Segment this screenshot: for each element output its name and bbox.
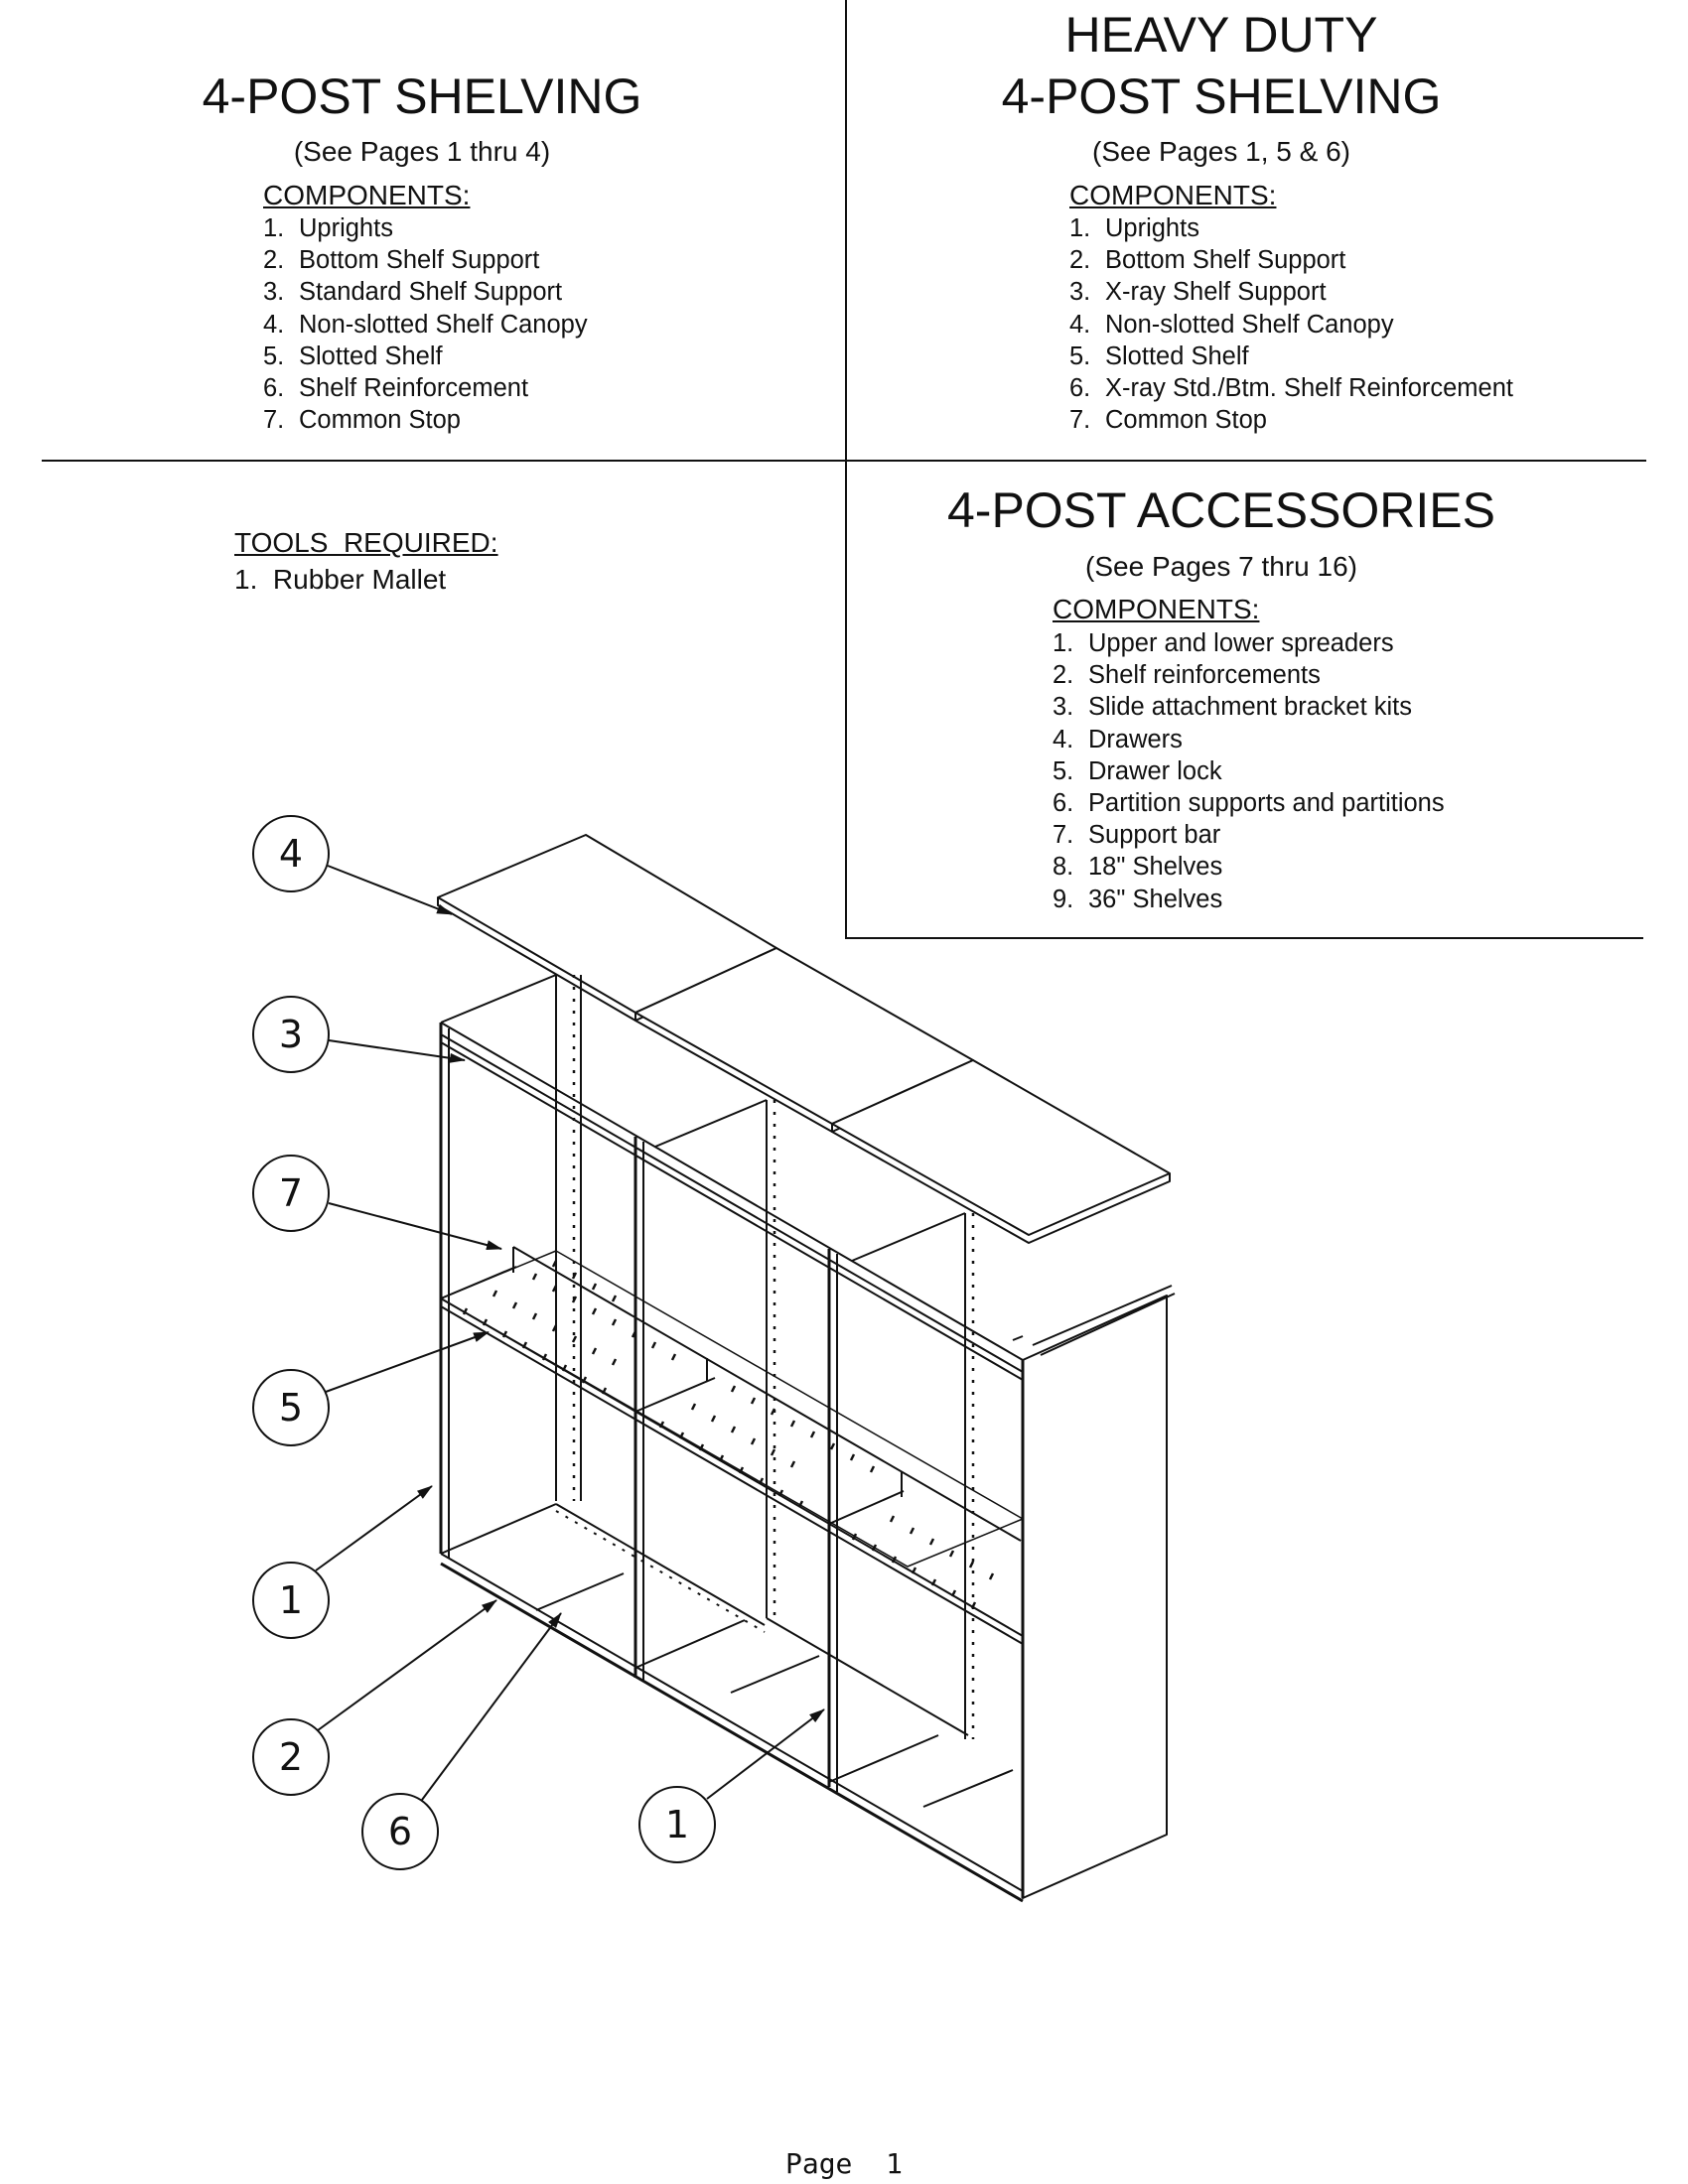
list-item: 1. Upper and lower spreaders (1053, 629, 1394, 657)
accessories-pages-ref: (See Pages 7 thru 16) (1085, 551, 1357, 582)
list-item: 5. Slotted Shelf (263, 341, 443, 370)
canopy-panels (438, 835, 1170, 1243)
tools-required-label: TOOLS REQUIRED: (234, 527, 498, 558)
bottom-rails (441, 1504, 1023, 1901)
heavy-duty-components-label: COMPONENTS: (1069, 180, 1277, 210)
list-item: 4. Drawers (1053, 725, 1183, 753)
list-item: 2. Bottom Shelf Support (263, 246, 540, 275)
list-item: 1. Uprights (1069, 214, 1199, 242)
callout-3-label: 3 (278, 1013, 304, 1056)
callout-6 (362, 1613, 561, 1869)
callout-1 (253, 1486, 432, 1638)
callout-2-label: 2 (278, 1735, 304, 1779)
callout-1-label: 1 (278, 1578, 304, 1622)
end-panel (1023, 1286, 1175, 1898)
list-item: 4. Non-slotted Shelf Canopy (263, 310, 588, 339)
list-item: 6. Partition supports and partitions (1053, 789, 1445, 818)
callout-3 (253, 997, 465, 1072)
four-post-pages-ref: (See Pages 1 thru 4) (293, 136, 551, 167)
list-item: 6. X-ray Std./Btm. Shelf Reinforcement (1069, 374, 1513, 403)
heavy-duty-pages-ref: (See Pages 1, 5 & 6) (1092, 136, 1350, 167)
list-item: 8. 18" Shelves (1053, 853, 1223, 882)
four-post-components-label: COMPONENTS: (263, 180, 471, 210)
list-item: 3. Standard Shelf Support (263, 278, 563, 307)
heavy-duty-title-line1: HEAVY DUTY (1064, 7, 1378, 63)
tools-required-item: 1. Rubber Mallet (234, 564, 447, 595)
list-item: 4. Non-slotted Shelf Canopy (1069, 310, 1394, 339)
list-item: 3. X-ray Shelf Support (1069, 278, 1327, 307)
page-number: Page 1 (784, 2147, 903, 2180)
slotted-shelves (441, 1247, 1023, 1644)
list-item: 2. Bottom Shelf Support (1069, 246, 1346, 275)
four-post-title: 4-POST SHELVING (202, 68, 642, 124)
callout-4 (253, 816, 452, 914)
heavy-duty-title-line2: 4-POST SHELVING (1001, 68, 1442, 124)
accessories-title: 4-POST ACCESSORIES (946, 482, 1496, 538)
callout-7 (253, 1156, 501, 1249)
list-item: 9. 36" Shelves (1053, 885, 1223, 913)
callout-1b-label: 1 (664, 1803, 690, 1846)
callout-5 (253, 1332, 489, 1445)
list-item: 5. Drawer lock (1053, 756, 1222, 785)
list-item: 2. Shelf reinforcements (1053, 661, 1321, 690)
list-item: 1. Uprights (263, 214, 393, 242)
list-item: 7. Common Stop (263, 406, 461, 435)
list-item: 7. Common Stop (1069, 406, 1267, 435)
callout-4-label: 4 (278, 832, 304, 876)
list-item: 5. Slotted Shelf (1069, 341, 1249, 370)
callout-6-label: 6 (387, 1810, 413, 1853)
list-item: 7. Support bar (1053, 821, 1221, 850)
list-item: 6. Shelf Reinforcement (263, 374, 529, 403)
callout-5-label: 5 (278, 1386, 304, 1430)
callout-7-label: 7 (278, 1171, 304, 1215)
accessories-components-label: COMPONENTS: (1053, 594, 1260, 624)
list-item: 3. Slide attachment bracket kits (1053, 693, 1412, 722)
